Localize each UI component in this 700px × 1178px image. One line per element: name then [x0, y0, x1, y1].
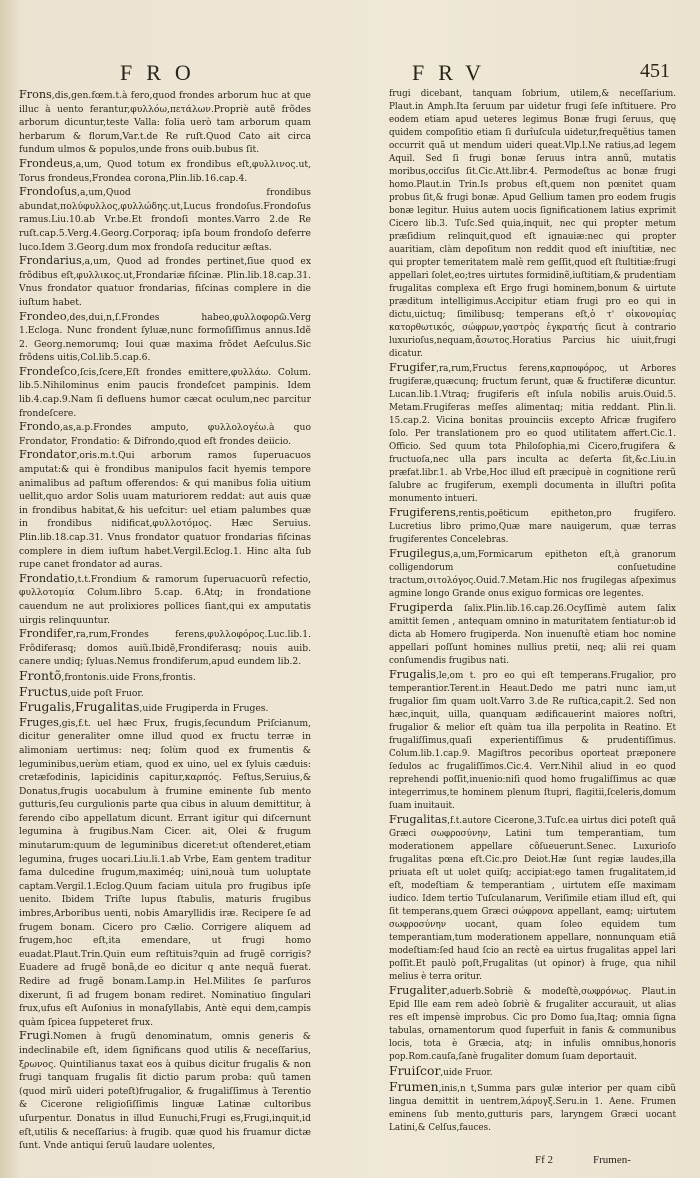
entry-headword: Frondoſus	[19, 185, 78, 199]
dictionary-entry	[19, 420, 311, 448]
dictionary-entry	[389, 601, 676, 668]
dictionary-entry	[19, 185, 311, 254]
dictionary-entry	[19, 1029, 311, 1152]
entry-headword: Frondatio	[19, 571, 75, 585]
entry-headword: Frondifer	[19, 627, 73, 641]
entry-headword: Frondarius	[19, 254, 82, 268]
entry-text: ,dis,gen.fœm.t.à fero,quod frondes arborum huc at que illuc à uento ferantur,φυλλόω,πετάλων.Propriè autẽ frõdes arborum dicuntur,teste Valla: folia uerò tam arborum quam herbarum & florum,Var.t.de Re ruſt.Quod Cato ait circa fundum ulmos & populos,unde frons ouib.bubus ſit.	[19, 90, 311, 156]
dictionary-entry	[19, 700, 311, 716]
dictionary-entry	[389, 1064, 676, 1080]
entry-headword: Frontõ	[19, 667, 62, 683]
catchword: Frumen-	[593, 1154, 631, 1166]
entry-text: ,f.t.autore Cicerone,3.Tuſc.ea uirtus dici poteſt quã Græci σωφροσύνην, Latini tum temperantiam, tum moderationem appellare cõſueuerunt.Senec. Luxurioſo frugalitas pœna eſt.Cic.pro Deiot.Hæ ſunt regiæ laudes,illa priuata eſt ut uolet quiſq; accipiat:ego tamen frugalitatem,id eſt, modeſtiam & temperantiam , uirtutem eſſe maximam iudico. Idem tertio Tuſculanarum, Veriſimile etiam illud eſt, qui ſit temperans,quem Græci σώφρονα appellant, eamq; uirtutem σωφροσύνην uocant, quam ſoleo equidem tum temperantiam,tum moderationem appellare, nonnunquam etiã modeſtiam:ſed haud ſcio an rectè ea uirtus frugalitas appel lari poſſit.Et paulò poſt,Frugalitas (ut opinor) à fruge, qua nihil melius è terra oritur.	[389, 816, 676, 982]
right-column	[389, 88, 676, 1135]
dictionary-entry	[19, 310, 311, 365]
entry-headword: Frugiperda	[389, 601, 454, 614]
dictionary-entry	[389, 813, 676, 984]
entry-text: ,oris.m.t.Qui arborum ramos ſuperuacuos amputat:& qui è frondibus manipulos facit hyemis tempore animalibus ad paſtum offerendos: & qui manibus folia uitium uellit,quo ardor Solis uuam maturiorem reddat: aut auis quæ in frondibus habitat,& his uefcitur: uel etiam palumbes quæ in frondibus nidificat,φυλλοτόμος. Hæc Seruius. Plin.lib.18.cap.31. Vnus frondator quatuor frondarias fiſcinas complere in diem iuſtum habet.Vergil.Eclog.1. Hinc alta ſub rupe canet frondator ad auras.	[19, 450, 311, 571]
entry-text: ,le,om t. pro eo qui eſt temperans.Frugalior, pro temperantior.Terent.in Heaut.Dedo me patri nunc iam,ut frugalior ſim quam uolt.Varro 3.de Re ruſtica,capit.2. Sed non hæc,inquit, uilla, quanquam ædificauerint maiores noſtri, frugalior & melior eſt quàm tua illa perpolita in Reatino. Et frugaliſſimus,quaſi experientiſſimus & prudentiſſimus. Colum.lib.1.cap.9. Magiſtros pecoribus oporteat præponere ſedulos ac frugaliſſimos.Cic.4. Verr.Nihil aliud in eo quod reprehendi poſſit,inuenio:niſi quod homo frugaliſſimus ac quæ integerrimus,te hominem plenum ſtupri, flagitii,ſceleris,domum ſuam inuitauit.	[389, 671, 676, 811]
entry-text: ,des,dui,n,ſ.Frondes habeo,φυλλοφορῶ.Verg 1.Ecloga. Nunc frondent ſyluæ,nunc formoſiſſimus annus.Idẽ 2. Georg.nemorumq; Ioui quæ maxima frõdet Aeſculus.Sic frõdens uitis,Col.lib.5.cap.6.	[19, 311, 311, 364]
entry-text: ,uide Fruor.	[440, 1068, 493, 1078]
entry-headword: Frondeſco	[19, 364, 77, 378]
entry-text: ,a,um, Quod ad frondes pertinet,ſiue quod ex frõdibus eſt,φυλλικος.ut,Frondariæ fiſcinæ. Plin.lib.18.cap.31. Vnus frondator quatuor frondarias, fiſcinas complere in die iuſtum habet.	[19, 256, 311, 308]
dictionary-entry	[19, 716, 311, 1030]
entry-text: ,rentis,poëticum epitheton,pro frugifero. Lucretius libro primo,Quæ mare nauigerum, quæ terras frugiferentes Concelebras.	[389, 509, 676, 545]
entry-headword: Frondator	[19, 448, 77, 462]
entry-headword: Frons	[19, 88, 52, 101]
entry-headword: Frondeo	[19, 309, 67, 323]
dictionary-entry	[19, 669, 311, 685]
entry-text: .Nomen à frugũ denominatum, omnis generis & indeclinabile eſt, idem ſignificans quod utilis & neceſſarius, ξρωνος. Quintilianus taxat eos à quibus dicitur frugalis & non frugi tanquam frugalis ſit dictio parum proba: quũ tamen (quod mirũ uideri poteſt)frugalior, & frugaliſſimus à Terentio & Cicerone religioſiſſimis linguæ Latinæ cultoribus uſurpentur. Donatus in illud Eunuchi,Frugi es,Frugi,inquit,id eſt,utilis & neceſſarius: à frugib. quæ quod his fruamur dictæ ſunt. Vnde antiqui ſeruũ laudare uolentes,	[19, 1031, 311, 1152]
signature-mark: Ff 2	[535, 1154, 554, 1166]
entry-text: ,uide Frugiperda in Fruges.	[139, 703, 269, 715]
entry-headword: Frugalis,Frugalitas	[19, 699, 140, 715]
left-column	[19, 88, 311, 1153]
entry-headword: Fruiſcor	[389, 1063, 441, 1078]
entry-headword: Frugalis	[389, 668, 437, 681]
dictionary-entry	[19, 88, 311, 157]
entry-text: ,ra,rum,Frondes ferens,φυλλοφόρος.Luc.lib.1. Frõdiferasq; domos auiũ.Ibidẽ,Frondiferasq; nouis auib. canere undiq; ſyluas.Nemus frondiferum,apud eundem lib.2.	[19, 629, 311, 668]
dictionary-entry	[389, 506, 676, 547]
dictionary-entry	[389, 547, 676, 601]
entry-text: ,ſcis,ſcere,Eſt frondes emittere,φυλλάω. Colum. lib.5.Nihilominus enim paucis frondeſcet pampinis. Idem lib.4.cap.9.Nam ſi defluens humor cæcat oculum,nec parcitur frondeſcere.	[19, 366, 311, 419]
entry-headword: Frondeus	[19, 156, 73, 170]
entry-text: ,uide poſt Fruor.	[67, 687, 144, 699]
dictionary-entry	[19, 627, 311, 669]
entry-text: ,t.t.Frondium & ramorum ſuperuacuorũ refectio, φυλλοτομία Colum.libro 5.cap. 6.Atq; in frondatione cauendum ne aut prolixiores pollices ſiant,qui ex amputatis uirgis relinquuntur.	[19, 573, 311, 626]
entry-headword: Frugi	[19, 1029, 51, 1043]
entry-headword: Frugalitas	[389, 813, 448, 826]
dictionary-entry	[19, 365, 311, 420]
entry-text: ,frontonis.uide Frons,frontis.	[61, 671, 196, 683]
entry-headword: Fruges	[19, 715, 59, 729]
entry-text: ,a,um,Formicarum epitheton eſt,à granorum colligendorum conſuetudine tractum,σιτολόγος.Ouid.7.Metam.Hic nos frugilegas aſpeximus agmine longo Grande onus exiguo formicas ore legentes.	[389, 550, 676, 599]
entry-text: ,as,a.p.Frondes amputo, φυλλολογέω.à quo Frondator, Frondatio: & Difrondo,quod eſt frondes deiicio.	[19, 422, 311, 447]
entry-headword: Frugiferens	[389, 506, 456, 519]
entry-text: ,aduerb.Sobriè & modeſtè,σωφρόνως. Plaut.in Epid Ille eam rem adeò ſobriè & frugaliter accurauit, ut alias res eſt impensè improbus. Cic pro Domo ſua,Itaq; omnia ſigna tabulas, ornamentorum quod ſuperfuit in fanis & communibus locis, tota è Græcia, atq; in infulis omnibus,honoris pop.Rom.cauſa,ſanè frugaliter domum ſuam deportauit.	[389, 987, 676, 1062]
dictionary-entry	[389, 1080, 676, 1135]
dictionary-entry	[19, 572, 311, 627]
entry-text: ,a,um,Quod frondibus abundat,πολύφυλλος,φυλλώδης.ut,Lucus frondoſus.Frondoſus ramus.Liu.10.ab Vr.be.Et frondoſi montes.Varro 2.de Re ruſt.cap.5.Verg.4.Georg.Corporaq; ipſa boum frondoſo deferre luco.Idem 3.Georg.dum mox frondoſa reducitur æſtas.	[19, 187, 311, 253]
entry-text: ,inis,n t,Summa pars gulæ interior per quam cibũ lingua demittit in uentrem,λάρυγξ.Seru.in 1. Aene. Frumen eminens ſub mento,gutturis pars, laryngem Græci uocant Latini,& Celſus,fauces.	[389, 1084, 676, 1133]
entry-headword: Frumen	[389, 1079, 439, 1094]
entry-text: ,gis,f.t. uel hæc Frux, frugis,ſecundum Priſcianum, dicitur generaliter omne illud quod ex fructu terræ in alimoniam uertimus: neq; ſolùm quod ex frumentis & leguminibus,uerùm etiam, quod ex uino, uel ex ſyluis cæduis: cretæfodinis, lapicidinis capitur,καρπός. Feſtus,Seruius,& Donatus,frugis uocabulum à frumine eminente ſub mento gutturis,ſeu curgulionis parte qua cibus in aluum demittitur, à ferendo cibo appellatum dicunt. Errant igitur qui diſcernunt legumina à frugibus.Nam Cicer. ait, Olei & frugum minutarum:quum de leguminibus diceret:ut oſtenderet,etiam legumina, fruges uocari.Liu.li.1.ab Vrbe, Eam gentem traditur fama dulcedine frugum,maximéq; uini,nouà tum uoluptate captam.Vergil.1.Eclog.Quum faciam uitula pro frugibus ipſe uenito. Ibidem Triſte lupus ſtabulis, maturis frugibus imbres,Arboribus uenti, nobis Amaryllidis iræ. Recipere ſe ad frugem bonam. Cicero pro Cælio. Corrigere aliquem ad frugem,hoc eſt,ita emendare, ut frugi homo euadat.Plaut.Trin.Quin eum reſtituis?quin ad frugẽ corrigis?Euadere ad frugẽ bonã,de eo dicitur q ante nequã fuerat. Redire ad frugẽ bonam.Lamp.in Hel.Milites ſe parſuros dixerunt, ſi ad frugem bonam rediret. Nominatiuo ſingulari frux,ufus eſt Auſonius in monaſyllabis, Antè equi dem,campis quàm ſpicea ſuppeteret frux.	[19, 717, 311, 1028]
entry-headword: Frugifer	[389, 361, 437, 374]
page-number: 451	[640, 60, 670, 82]
dictionary-entry	[389, 88, 676, 361]
dictionary-entry	[19, 157, 311, 185]
entry-text: ſalix.Plin.lib.16.cap.26.Ocyſſimè autem ſalix amittit ſemen , antequam omnino in maturitatem ſentiatur:ob id dicta ab Homero frugiperda. Non inuenuſtè etiam hoc nomine appellari poſſunt homines nullius pretii, neq; alii rei quam conſumendis frugibus nati.	[389, 604, 676, 666]
running-head-left: FRO	[120, 60, 205, 85]
entry-headword: Frugaliter	[389, 984, 447, 997]
entry-headword: Frugilegus	[389, 547, 451, 560]
entry-text: frugi dicebant, tanquam ſobrium, utilem,& neceſſarium. Plaut.in Amph.Ita ſeruum par uidetur frugi ſeſe inſtituere. Pro eodem etiam apud ueteres legimus Bonæ frugi ſeruus, quę quidem compoſitio etiam ſi durîuſcula uidetur,frequẽtius tamen occurrit quã ut mendum uideri queat.Vlp.l.Ne ratius,ad legem Aquil. Sed ſi frugi bonæ ſeruus intra annũ, mutatis moribus,occiſus ſit.Cic.Att.libr.4. Permodeſtus ac bonæ frugi homo.Plaut.in Trin.Is probus eſt,quem non pœnitet quam probus ſit,& frugi bonæ. Apud Gellium tamen pro eodem frugis bonæ legitur. Huius autem uocis ſignificationem latius exprimit Cicero lib.3. Tuſc.Sed quia,inquit, nec qui propter metum præſidium relinquit,quod eſt ignauiæ:nec qui propter auaritiam, clàm depoſitum non reddit quod eſt iniuſtitiæ, nec qui propter temeritatem malè rem geſſit,quod eſt ſtultitiæ:frugi appellari ſolet,eo;tres uirtutes formidinẽ,iuſtitiam,& prudentiam frugalitas complexa eſt Ergo frugi hominem,bonum & uirtute præditum intelligimus.Accipitur etiam frugi pro eo qui in dictu,uictuq; ſimilibusq; temperans eſt,ὁ τ' οἰκονομίας κατορθωτικός, σώφρων,γαστρὸς ἐγκρατής ſicut à contrario luxurioſus,nequam,ἄσωτος.Horatius Parcius hic uiuit,frugi dicatur.	[389, 89, 676, 359]
dictionary-entry	[19, 254, 311, 309]
running-head-right: FRV	[412, 60, 496, 85]
dictionary-entry	[19, 448, 311, 571]
dictionary-entry	[19, 685, 311, 701]
entry-headword: Fructus	[19, 683, 68, 699]
dictionary-entry	[389, 361, 676, 506]
entry-headword: Frondo	[19, 420, 60, 434]
dictionary-entry	[389, 668, 676, 813]
entry-text: ,ra,rum,Fructus ferens,καρποφόρος, ut Arbores frugiferæ,quæcunq; fructum ferunt, quæ & fructiferæ dicuntur. Lucan.lib.1.Vtraq; frugiferis eſt inſula nobilis aruis.Ouid.5. Metam.Frugiferas meſſes alimentaq; mitia reddant. Plin.li. 15.cap.2. Vicina bonitas prouinciis excepto Africæ frugifero ſolo. Per translationem pro eo quod utilitatem affert.Cic.1. Officio. Sed quum tota Philoſophia,mi Cicero,frugifera & fructuoſa,nec ulla pars inculta ac deſerta ſit,&c.Liu.in præfat.libr.1. ab Vrbe,Hoc illud eſt præcipuè in cognitione rerũ ſalubre ac frugiferum, exempli documenta in illuſtri poſita monumento intueri.	[389, 364, 676, 504]
entry-text: ,a,um, Quod totum ex frondibus eſt,φυλλινος.ut, Torus frondeus,Frondea corona,Plin.lib.16.cap.4.	[19, 158, 311, 184]
dictionary-entry	[389, 984, 676, 1064]
